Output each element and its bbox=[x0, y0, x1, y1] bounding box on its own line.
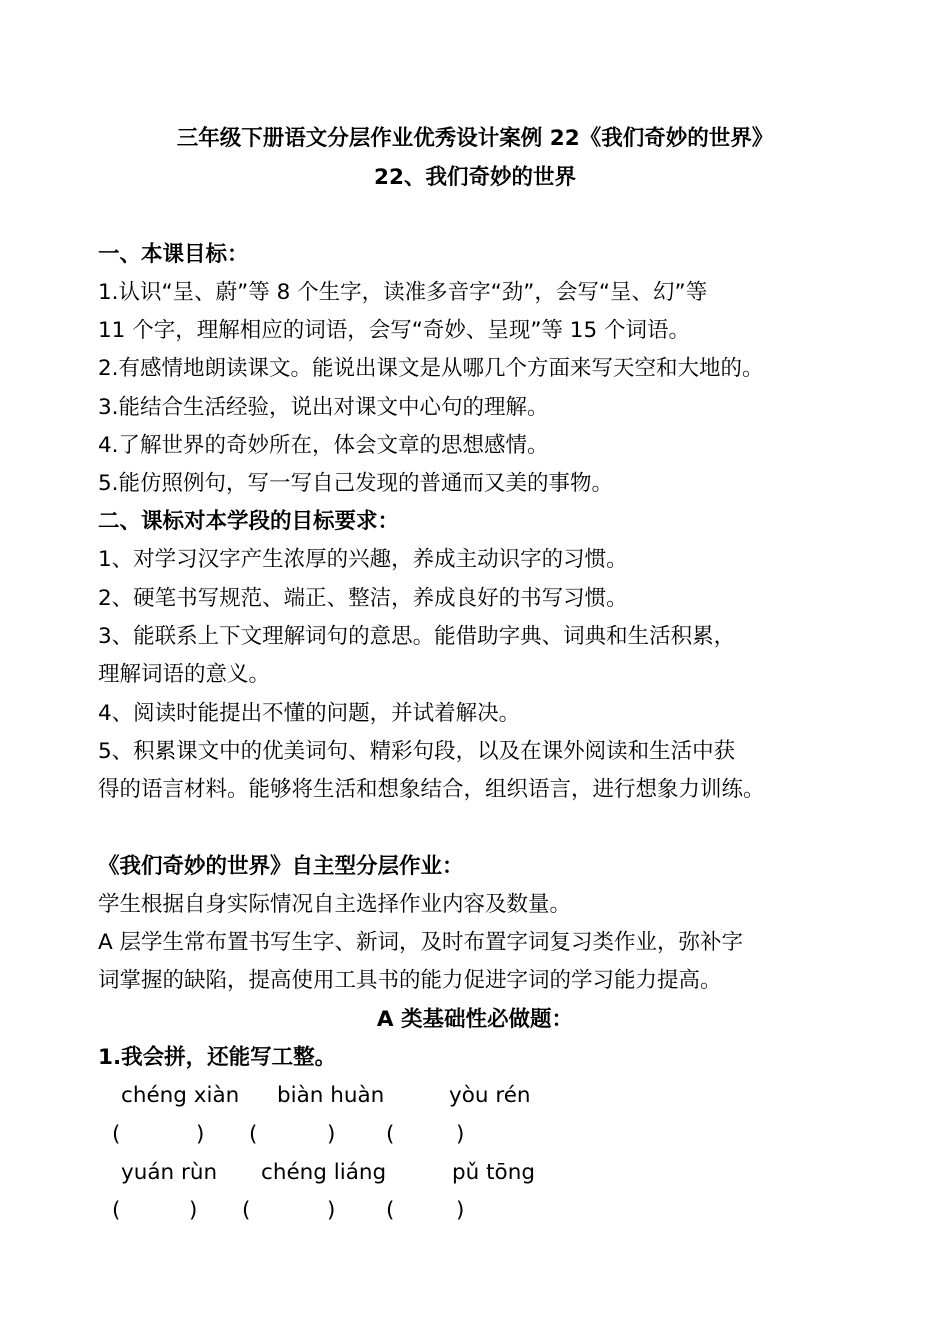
pinyin-item: pǔ tōng bbox=[452, 1160, 535, 1185]
answer-open-paren: ( bbox=[112, 1122, 121, 1147]
answer-close-paren: ) bbox=[456, 1122, 465, 1147]
section1-line: 5.能仿照例句，写一写自己发现的普通而又美的事物。 bbox=[98, 471, 614, 496]
document-subtitle: 22、我们奇妙的世界 bbox=[374, 165, 576, 190]
section1-line: 11 个字，理解相应的词语，会写“奇妙、呈现”等 15 个词语。 bbox=[98, 318, 690, 343]
section1-line: 4.了解世界的奇妙所在，体会文章的思想感情。 bbox=[98, 433, 549, 458]
answer-close-paren: ) bbox=[456, 1198, 465, 1223]
document-title: 三年级下册语文分层作业优秀设计案例 22《我们奇妙的世界》 bbox=[176, 126, 774, 151]
section2-line: 得的语言材料。能够将生活和想象结合，组织语言，进行想象力训练。 bbox=[98, 777, 765, 802]
answer-close-paren: ) bbox=[327, 1122, 336, 1147]
answer-close-paren: ) bbox=[189, 1198, 198, 1223]
section2-heading: 二、课标对本学段的目标要求： bbox=[98, 509, 400, 534]
category-a-heading: A 类基础性必做题： bbox=[376, 1007, 574, 1032]
pinyin-item: chéng xiàn bbox=[121, 1083, 240, 1108]
section1-heading: 一、本课目标： bbox=[98, 242, 249, 267]
section3-line: 学生根据自身实际情况自主选择作业内容及数量。 bbox=[98, 892, 572, 917]
section2-line: 3、能联系上下文理解词句的意思。能借助字典、词典和生活积累， bbox=[98, 624, 736, 649]
section2-line: 4、阅读时能提出不懂的问题，并试着解决。 bbox=[98, 701, 521, 726]
answer-close-paren: ) bbox=[327, 1198, 336, 1223]
section3-line: A 层学生常布置书写生字、新词，及时布置字词复习类作业，弥补字 bbox=[98, 930, 744, 955]
pinyin-item: chéng liáng bbox=[261, 1160, 387, 1185]
section3-heading: 《我们奇妙的世界》自主型分层作业： bbox=[98, 854, 464, 879]
pinyin-item: yuán rùn bbox=[121, 1160, 218, 1185]
answer-open-paren: ( bbox=[112, 1198, 121, 1223]
answer-open-paren: ( bbox=[242, 1198, 251, 1223]
section2-line: 理解词语的意义。 bbox=[98, 662, 271, 687]
answer-open-paren: ( bbox=[249, 1122, 258, 1147]
answer-open-paren: ( bbox=[386, 1198, 395, 1223]
section3-line: 词掌握的缺陷，提高使用工具书的能力促进字词的学习能力提高。 bbox=[98, 968, 722, 993]
section1-line: 3.能结合生活经验，说出对课文中心句的理解。 bbox=[98, 395, 549, 420]
section2-line: 1、对学习汉字产生浓厚的兴趣，养成主动识字的习惯。 bbox=[98, 547, 628, 572]
pinyin-item: biàn huàn bbox=[277, 1083, 385, 1108]
section1-line: 2.有感情地朗读课文。能说出课文是从哪几个方面来写天空和大地的。 bbox=[98, 356, 764, 381]
section1-line: 1.认识“呈、蔚”等 8 个生字，读准多音字“劲”，会写“呈、幻”等 bbox=[98, 280, 708, 305]
exercise1-heading: 1.我会拼，还能写工整。 bbox=[98, 1045, 337, 1070]
answer-close-paren: ) bbox=[196, 1122, 205, 1147]
section2-line: 2、硬笔书写规范、端正、整洁，养成良好的书写习惯。 bbox=[98, 586, 628, 611]
answer-open-paren: ( bbox=[386, 1122, 395, 1147]
section2-line: 5、积累课文中的优美词句、精彩句段，以及在课外阅读和生活中获 bbox=[98, 739, 736, 764]
pinyin-item: yòu rén bbox=[449, 1083, 531, 1108]
